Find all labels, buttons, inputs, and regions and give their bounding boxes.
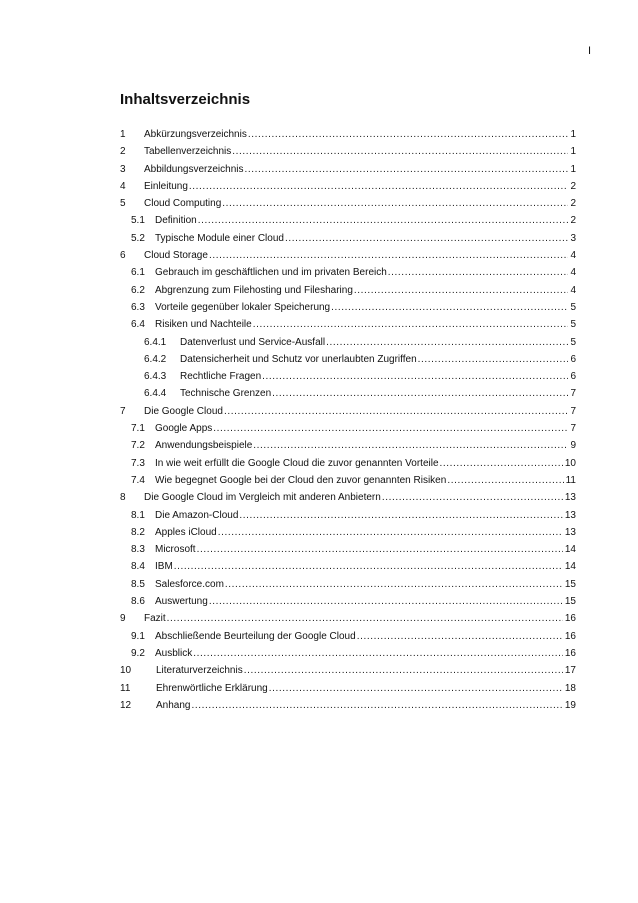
toc-entry-number: 9 (120, 613, 126, 625)
toc-entry-title: Rechtliche Fragen (180, 371, 262, 383)
toc-entry-number: 1 (120, 129, 126, 140)
dot-leader (331, 299, 568, 316)
dot-leader (191, 697, 562, 714)
dot-leader (218, 524, 563, 541)
toc-entry-title: Anhang (156, 699, 191, 711)
toc-entry[interactable] (120, 628, 576, 645)
toc-entry-title: Ehrenwörtliche Erklärung (156, 682, 268, 694)
toc-entry-title: IBM (155, 561, 173, 573)
toc-entry-number: 8.3 (131, 544, 145, 556)
toc-entry-number: 8.4 (131, 561, 145, 573)
dot-leader (285, 230, 568, 247)
dot-leader (189, 178, 569, 195)
toc-entry-title: Auswertung (155, 596, 208, 608)
toc-entry[interactable] (120, 143, 576, 160)
toc-entry-title: Datensicherheit und Schutz vor unerlaubten Zugriffen (180, 353, 417, 365)
toc-entry-number: 2 (120, 146, 126, 158)
dot-leader (262, 368, 568, 385)
toc-entry[interactable] (120, 247, 576, 264)
dot-leader (382, 489, 563, 506)
dot-leader (197, 541, 563, 558)
toc-entry-number: 6.1 (131, 267, 145, 279)
toc-entry-number: 8.6 (131, 596, 145, 608)
toc-entry-page: 1 (570, 129, 576, 140)
dot-leader (239, 507, 563, 524)
toc-entry-page: 2 (570, 180, 576, 192)
toc-entry-page: 6 (570, 371, 576, 383)
toc-entry-page: 13 (564, 509, 576, 521)
toc-entry[interactable] (120, 334, 576, 351)
toc-entry-number: 7 (120, 405, 126, 417)
dot-leader (326, 334, 568, 351)
toc-entry[interactable] (120, 558, 576, 575)
dot-leader (440, 455, 563, 472)
toc-entry-page: 17 (564, 665, 576, 677)
dot-leader (213, 420, 568, 437)
toc-entry[interactable] (120, 195, 576, 212)
toc-entry-page: 4 (570, 250, 576, 262)
dot-leader (357, 628, 563, 645)
toc-entry[interactable] (120, 472, 576, 489)
toc-entry-page: 4 (570, 267, 576, 279)
toc-entry-title: Microsoft (155, 544, 196, 556)
toc-entry-page: 11 (565, 474, 576, 486)
toc-entry-number: 6.4.1 (144, 336, 167, 348)
toc-entry[interactable] (120, 403, 576, 420)
dot-leader (447, 472, 563, 489)
toc-entry[interactable] (120, 385, 576, 402)
toc-entry-page: 7 (570, 388, 576, 400)
toc-entry-number: 8.1 (131, 509, 145, 521)
dot-leader (224, 403, 569, 420)
toc-entry[interactable] (120, 455, 576, 472)
toc-entry[interactable] (120, 230, 576, 247)
toc-entry-title: Wie begegnet Google bei der Cloud den zuvor genannten Risiken (155, 474, 447, 486)
dot-leader (209, 593, 563, 610)
toc-entry-page: 16 (564, 647, 576, 659)
dot-leader (388, 264, 569, 281)
toc-entry[interactable] (120, 610, 576, 627)
toc-entry[interactable] (120, 576, 576, 593)
toc-entry-title: Fazit (144, 613, 166, 625)
page-number: I (588, 45, 592, 57)
dot-leader (232, 143, 568, 160)
toc-entry-page: 3 (570, 232, 576, 244)
toc-entry-number: 8.5 (131, 578, 145, 590)
toc-entry-page: 19 (564, 699, 576, 711)
toc-entry-number: 6.2 (131, 284, 145, 296)
toc-entry-title: Risiken und Nachteile (155, 319, 252, 331)
toc-entry-page: 7 (570, 405, 576, 417)
toc-entry-title: Technische Grenzen (180, 388, 272, 400)
toc-entry[interactable] (120, 593, 576, 610)
toc-entry-page: 5 (570, 319, 576, 331)
toc-entry[interactable] (120, 420, 576, 437)
toc-entry-number: 8.2 (131, 526, 145, 538)
toc-entry[interactable] (120, 282, 576, 299)
dot-leader (269, 680, 563, 697)
toc-entry-number: 6 (120, 250, 126, 262)
toc-entry-title: Die Google Cloud im Vergleich mit anderen Anbietern (144, 492, 381, 504)
dot-leader (248, 126, 569, 143)
dot-leader (245, 161, 569, 178)
toc-entry[interactable] (120, 161, 576, 178)
toc-entry-number: 9.1 (131, 630, 145, 642)
toc-entry[interactable] (120, 524, 576, 541)
dot-leader (354, 282, 569, 299)
toc-entry-title: Anwendungsbeispiele (155, 440, 253, 452)
toc-entry-number: 7.4 (131, 474, 145, 486)
dot-leader (198, 212, 569, 229)
toc-entry-number: 7.1 (131, 423, 145, 435)
toc-entry[interactable] (120, 299, 576, 316)
toc-list (120, 126, 576, 714)
toc-entry-number: 5 (120, 198, 126, 210)
toc-entry-number: 12 (120, 699, 132, 711)
toc-entry-number: 9.2 (131, 647, 145, 659)
toc-entry[interactable] (120, 489, 576, 506)
toc-entry[interactable] (120, 697, 576, 714)
toc-entry-title: Cloud Computing (144, 198, 222, 210)
toc-entry-title: Literaturverzeichnis (156, 665, 243, 677)
toc-entry-page: 16 (564, 613, 576, 625)
toc-entry-title: Die Amazon-Cloud (155, 509, 239, 521)
toc-entry[interactable] (120, 178, 576, 195)
toc-entry-page: 15 (564, 578, 576, 590)
toc-entry-page: 15 (564, 596, 576, 608)
toc-entry-page: 6 (570, 353, 576, 365)
toc-title: Inhaltsverzeichnis (120, 91, 251, 108)
toc-entry[interactable] (120, 437, 576, 454)
dot-leader (253, 316, 569, 333)
toc-entry-title: Salesforce.com (155, 578, 224, 590)
dot-leader (209, 247, 569, 264)
toc-entry-title: Gebrauch im geschäftlichen und im privaten Bereich (155, 267, 387, 279)
toc-entry-number: 6.4.2 (144, 353, 167, 365)
toc-entry-title: Vorteile gegenüber lokaler Speicherung (155, 301, 331, 313)
dot-leader (222, 195, 568, 212)
toc-entry-page: 10 (564, 457, 576, 469)
toc-entry-page: 9 (570, 440, 576, 452)
toc-entry-title: In wie weit erfüllt die Google Cloud die zuvor genannten Vorteile (155, 457, 439, 469)
toc-entry-number: 6.4.3 (144, 371, 167, 383)
toc-entry-number: 5.2 (131, 232, 145, 244)
toc-entry-number: 4 (120, 180, 126, 192)
toc-entry-page: 1 (570, 146, 576, 158)
toc-entry[interactable] (120, 680, 576, 697)
toc-entry-number: 5.1 (131, 215, 145, 227)
toc-entry-title: Abbildungsverzeichnis (144, 163, 244, 175)
dot-leader (167, 610, 563, 627)
toc-entry-number: 6.3 (131, 301, 145, 313)
toc-entry[interactable] (120, 126, 576, 143)
toc-entry-title: Datenverlust und Service-Ausfall (180, 336, 326, 348)
dot-leader (253, 437, 568, 454)
toc-entry-page: 13 (564, 492, 576, 504)
toc-entry-page: 5 (570, 336, 576, 348)
toc-entry-page: 2 (570, 215, 576, 227)
toc-entry-number: 11 (120, 682, 131, 694)
toc-entry[interactable] (120, 368, 576, 385)
toc-entry[interactable] (120, 351, 576, 368)
toc-entry-page: 5 (570, 301, 576, 313)
toc-entry-page: 13 (564, 526, 576, 538)
toc-entry-page: 1 (570, 163, 576, 175)
toc-entry[interactable] (120, 264, 576, 281)
toc-entry-title: Cloud Storage (144, 250, 208, 262)
toc-entry-number: 7.3 (131, 457, 145, 469)
toc-entry-number: 6.4 (131, 319, 145, 331)
toc-entry-number: 6.4.4 (144, 388, 167, 400)
toc-entry-number: 10 (120, 665, 132, 677)
toc-entry-title: Abschließende Beurteilung der Google Cloud (155, 630, 356, 642)
toc-entry-title: Typische Module einer Cloud (155, 232, 284, 244)
toc-entry-title: Google Apps (155, 423, 213, 435)
toc-entry-title: Die Google Cloud (144, 405, 223, 417)
toc-entry-title: Abgrenzung zum Filehosting und Filesharing (155, 284, 353, 296)
toc-entry[interactable] (120, 541, 576, 558)
toc-entry[interactable] (120, 316, 576, 333)
toc-entry-page: 16 (564, 630, 576, 642)
toc-entry[interactable] (120, 645, 576, 662)
toc-entry-page: 4 (570, 284, 576, 296)
toc-entry-page: 14 (564, 561, 576, 573)
toc-entry-title: Tabellenverzeichnis (144, 146, 232, 158)
toc-entry-page: 18 (564, 682, 576, 694)
dot-leader (272, 385, 568, 402)
dot-leader (174, 558, 563, 575)
toc-entry[interactable] (120, 662, 576, 679)
toc-entry-page: 2 (570, 198, 576, 210)
toc-entry[interactable] (120, 212, 576, 229)
toc-entry-title: Ausblick (155, 647, 193, 659)
toc-entry-title: Abkürzungsverzeichnis (144, 129, 247, 140)
toc-entry[interactable] (120, 507, 576, 524)
dot-leader (193, 645, 563, 662)
toc-entry-page: 14 (564, 544, 576, 556)
toc-entry-number: 3 (120, 163, 126, 175)
toc-entry-title: Definition (155, 215, 197, 227)
toc-entry-page: 7 (570, 423, 576, 435)
toc-entry-number: 8 (120, 492, 126, 504)
dot-leader (225, 576, 563, 593)
dot-leader (244, 662, 563, 679)
toc-entry-title: Apples iCloud (155, 526, 217, 538)
dot-leader (418, 351, 569, 368)
toc-entry-number: 7.2 (131, 440, 145, 452)
toc-entry-title: Einleitung (144, 180, 188, 192)
